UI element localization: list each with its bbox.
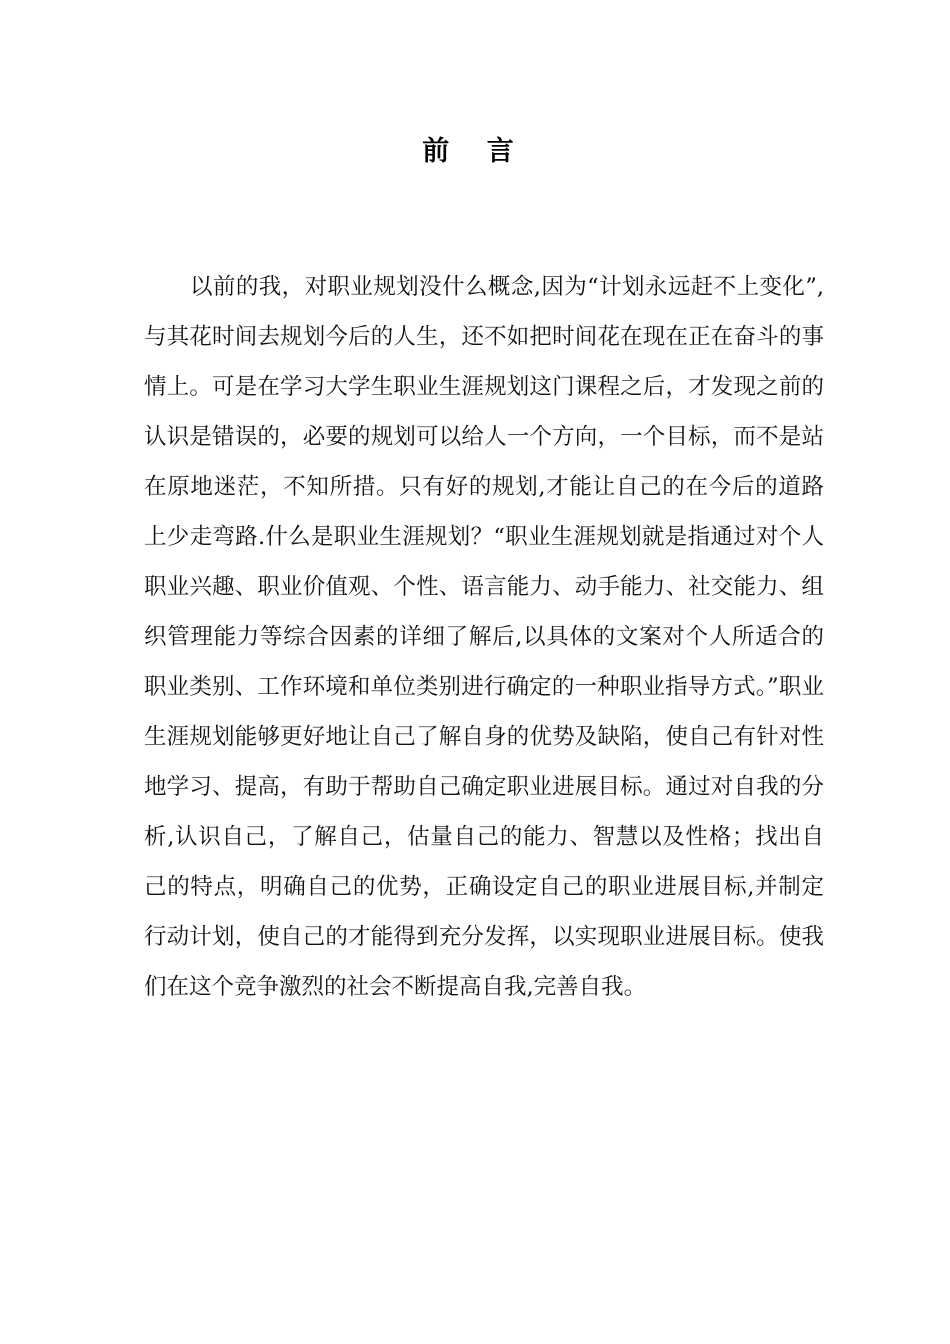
body-paragraph: 以前的我，对职业规划没什么概念,因为“计划永远赶不上变化”,与其花时间去规划今后的人生，还不如把时间花在现在正在奋斗的事情上。可是在学习大学生职业生涯规划这门课程之后，才发现之前的认识是错误的，必要的规划可以给人一个方向，一个目标，而不是站在原地迷茫，不知所措。只有好的规划,才能让自己的在今后的道路上少走弯路.什么是职业生涯规划？“职业生涯规划就是指通过对个人职业兴趣、职业价值观、个性、语言能力、动手能力、社交能力、组织管理能力等综合因素的详细了解后,以具体的文案对个人所适合的职业类别、工作环境和单位类别进行确定的一种职业指导方式。”职业生涯规划能够更好地让自己了解自身的优势及缺陷，使自己有针对性地学习、提高，有助于帮助自己确定职业进展目标。通过对自我的分析,认识自己，了解自己，估量自己的能力、智慧以及性格；找出自己的特点，明确自己的优势，正确设定自己的职业进展目标,并制定行动计划，使自己的才能得到充分发挥，以实现职业进展目标。使我们在这个竞争激烈的社会不断提高自我,完善自我。 bbox=[144, 274, 824, 1000]
page-title: 前 言 bbox=[422, 136, 528, 167]
